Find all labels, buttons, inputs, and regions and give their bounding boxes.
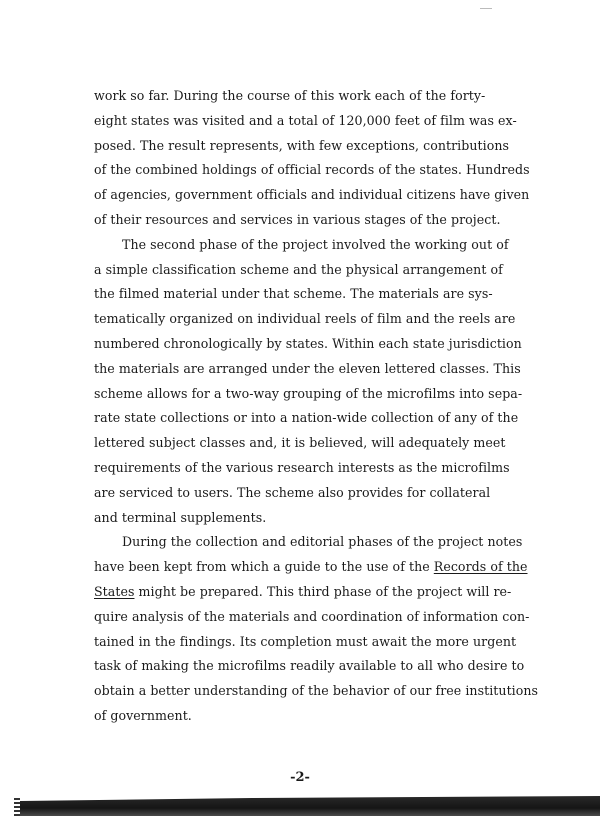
text-segment: task of making the microfilms readily available to all who desire to (94, 658, 525, 674)
text-line (94, 506, 524, 531)
text-line (94, 406, 524, 431)
text-line (94, 704, 524, 729)
page-number: -2- (290, 770, 310, 785)
text-line (94, 282, 524, 307)
text-segment: The second phase of the project involved the working out of (122, 236, 509, 252)
text-line (94, 555, 528, 580)
text-segment: tematically organized on individual reels of film and the reels are (94, 311, 516, 327)
text-segment: obtain a better understanding of the behavior of our free institutions (94, 683, 539, 699)
body-text (94, 84, 539, 729)
text-line (94, 382, 524, 407)
text-segment: the materials are arranged under the eleven lettered classes. This (94, 360, 521, 376)
text-line (94, 456, 524, 481)
scan-bottom-edge (20, 796, 600, 816)
text-line (94, 258, 524, 283)
text-segment: lettered subject classes and, it is believed, will adequately meet (94, 435, 506, 451)
text-segment: tained in the findings. Its completion must await the more urgent (94, 633, 517, 649)
text-segment: of agencies, government officials and individual citizens have given (94, 187, 530, 203)
text-line (94, 307, 524, 332)
text-line (94, 357, 524, 382)
text-line (94, 208, 524, 233)
text-line (94, 183, 530, 208)
text-line (94, 605, 530, 630)
text-line (94, 158, 530, 183)
text-line (94, 332, 524, 357)
text-line (94, 134, 524, 159)
scan-artifact (480, 8, 492, 9)
text-segment: requirements of the various research interests as the microfilms (94, 459, 510, 475)
text-segment: numbered chronologically by states. Within each state jurisdiction (94, 335, 522, 351)
text-segment: might be prepared. This third phase of the project will re- (134, 583, 512, 599)
text-segment: rate state collections or into a nation-wide collection of any of the (94, 410, 519, 426)
text-segment: During the collection and editorial phases of the project notes (122, 534, 523, 550)
text-line (94, 481, 524, 506)
text-segment: and terminal supplements. (94, 509, 267, 525)
text-line (94, 530, 524, 555)
text-segment: a simple classification scheme and the physical arrangement of (94, 261, 503, 277)
underlined-title: States (94, 583, 135, 599)
text-line (94, 84, 524, 109)
text-segment: of the combined holdings of official records of the states. Hundreds (94, 162, 530, 178)
underlined-title: Records of the (433, 559, 528, 575)
text-line (94, 431, 524, 456)
text-segment: eight states was visited and a total of 120,000 feet of film was ex- (94, 112, 517, 128)
text-segment: of their resources and services in various stages of the project. (94, 211, 501, 227)
text-line (94, 654, 524, 679)
text-line (94, 679, 539, 704)
text-line (94, 580, 524, 605)
text-segment: work so far. During the course of this work each of the forty- (94, 88, 486, 103)
text-segment: are serviced to users. The scheme also provides for collateral (94, 484, 491, 500)
text-line (94, 630, 524, 655)
text-line (94, 233, 524, 258)
text-segment: scheme allows for a two-way grouping of the microfilms into sepa- (94, 385, 523, 401)
text-segment: of government. (94, 707, 192, 723)
text-segment: have been kept from which a guide to the use of the (94, 559, 434, 575)
text-segment: posed. The result represents, with few exceptions, contributions (94, 137, 510, 153)
text-segment: quire analysis of the materials and coordination of information con- (94, 608, 530, 624)
text-segment: the filmed material under that scheme. The materials are sys- (94, 286, 493, 302)
scan-edge-marks (14, 798, 20, 816)
text-line (94, 109, 524, 134)
